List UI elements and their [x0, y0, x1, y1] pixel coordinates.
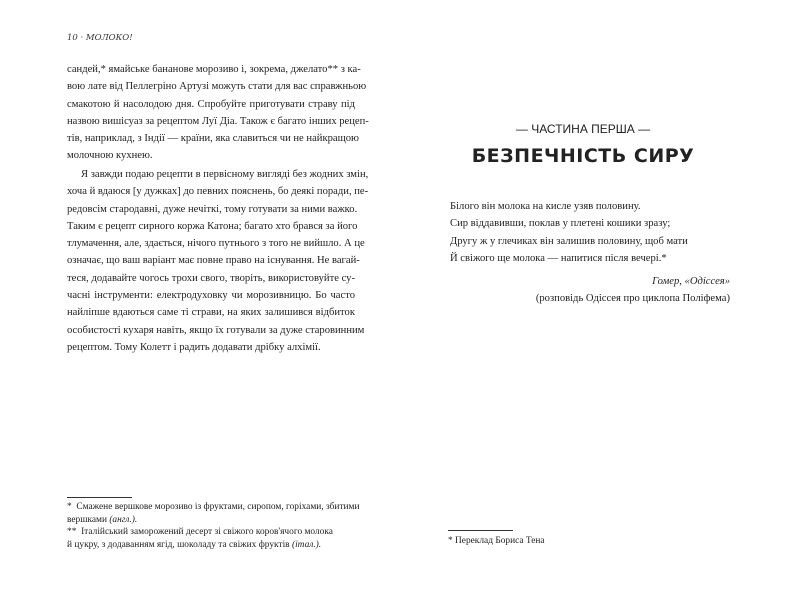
footnote-lang: (англ.). — [109, 514, 138, 525]
text-line: вою лате від Пеллегріно Артузі можуть стати для вас справжньою — [67, 81, 367, 93]
text-line: рецептом. Тому Колетт і радить додавати дрібку алхімії. — [67, 341, 321, 353]
text-line: теся, додавайте чогось трохи свого, творіть, використовуйте су- — [67, 272, 355, 284]
text-line: смакотою й насолодою дня. Спробуйте приготувати страву під — [67, 98, 355, 110]
text-line: хоча й вдаюся [у дужках] до певних пояснень, бо деякі поради, пе- — [67, 186, 369, 198]
poem-line: Й свіжого ще молока — напитися після вечері.* — [450, 252, 667, 264]
running-head: 10 · МОЛОКО! — [67, 33, 133, 43]
footnote-lang: (італ.). — [291, 539, 322, 550]
epigraph-attribution — [440, 273, 730, 308]
attribution-note: (розповідь Одіссея про циклопа Поліфема) — [535, 293, 730, 305]
poem-line: Сир віддавивши, поклав у плетені кошики зразу; — [450, 218, 671, 230]
chapter-title: БЕЗПЕЧНІСТЬ СИРУ — [471, 145, 695, 167]
text-line: тів, наприклад, з Індії — країни, яка славиться чи не найкращою — [67, 133, 359, 145]
footnote-text: Смажене вершкове морозиво із фруктами, сиропом, горіхами, збитими — [76, 502, 360, 512]
text-line: тлумачення, але, здається, нічого путнього з того не вийшло. А це — [67, 238, 365, 250]
poem-line: Другу ж у глечиках він залишив половину, щоб мати — [450, 235, 688, 247]
text-line: найліпше вдаються саме ті страви, на яких залишився відбиток — [67, 307, 355, 319]
text-line: Таким є рецепт сирного коржа Катона; багато хто брався за його — [67, 220, 358, 232]
text-line: означає, що ваш варіант має повне право на існування. Не вагай- — [67, 255, 360, 267]
epigraph-poem — [450, 198, 688, 267]
text-line: особистості кухаря навіть, якщо їх готували за дуже старовинним — [67, 324, 365, 336]
paragraph-1 — [67, 61, 369, 165]
footnote-text: Італійський заморожений десерт зі свіжого коров'ячого молока — [81, 527, 333, 537]
poem-line: Білого він молока на кисле узяв половину. — [450, 201, 641, 212]
footnote-mark: ** — [67, 527, 77, 537]
footnotes-left — [67, 501, 362, 551]
text-line: назвою вишісуаз за рецептом Луї Діа. Також є багато інших рецеп- — [67, 115, 369, 127]
footnote-1 — [67, 501, 362, 526]
footnote-text: й цукру, з додаванням ягід, шоколаду та свіжих фруктів — [67, 539, 290, 550]
paragraph-2 — [67, 166, 369, 356]
attribution-source: Гомер, «Одіссея» — [652, 276, 730, 287]
text-line: молочною кухнею. — [67, 150, 153, 162]
footnote-right: * Переклад Бориса Тена — [448, 536, 545, 546]
text-line: редовсім стародавні, дуже нечіткі, тому готувати за ними важко. — [67, 203, 358, 215]
text-line: сандей,* ямайське бананове морозиво і, зокрема, джелато** з ка- — [67, 64, 361, 75]
footnote-2 — [67, 526, 362, 551]
footnote-rule — [67, 497, 132, 498]
footnote-mark: * — [67, 502, 72, 512]
footnote-rule — [448, 530, 513, 531]
part-label: — ЧАСТИНА ПЕРША — — [515, 122, 651, 136]
text-line: Я завжди подаю рецепти в первісному вигляді без жодних змін, — [81, 169, 369, 180]
text-line: часні інструменти: електродуховку чи морозивницю. Бо часто — [67, 290, 355, 302]
footnote-text: вершками — [67, 514, 107, 525]
